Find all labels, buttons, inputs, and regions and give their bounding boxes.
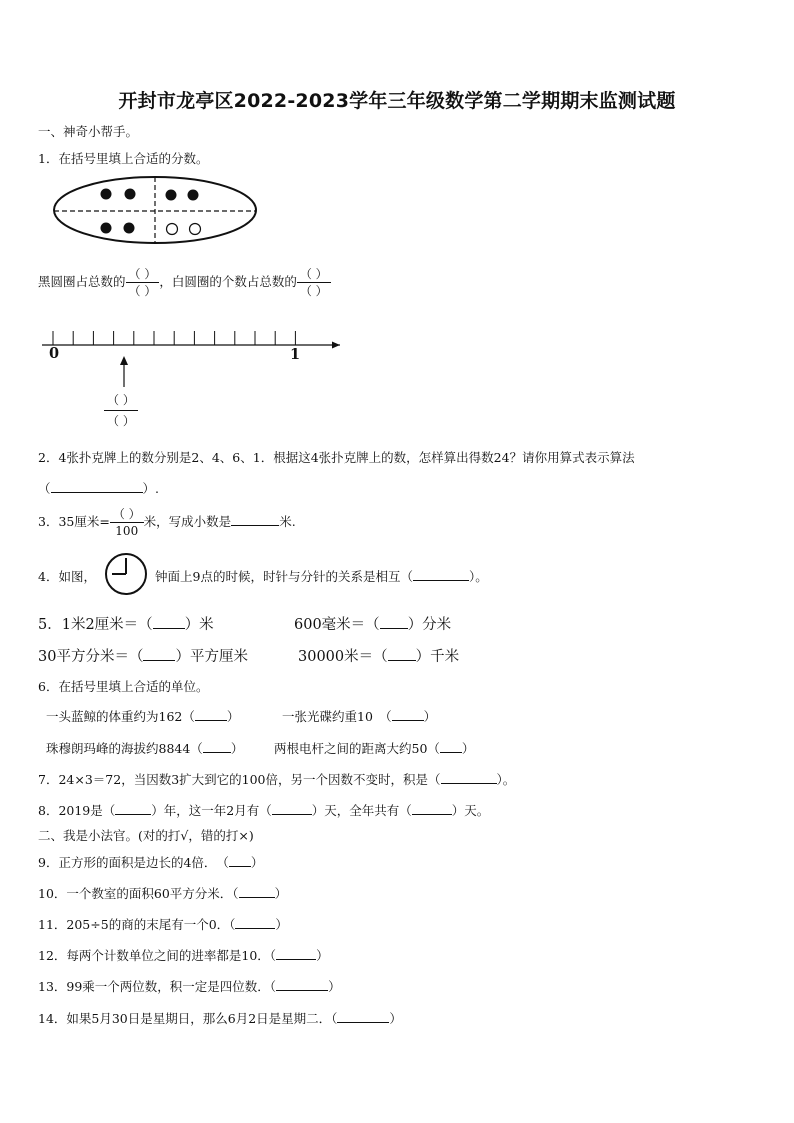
question-2: 2．4张扑克牌上的数分别是2、4、6、1．根据这4张扑克牌上的数，怎样算出得数24？请你用算式表示算法 (38, 450, 635, 465)
question-8 (38, 801, 489, 819)
q7-blank[interactable] (441, 771, 497, 784)
black-fraction-denominator: （ ） (128, 284, 157, 298)
q5a-unit: ）米 (184, 617, 214, 633)
q6c-blank[interactable] (203, 740, 231, 753)
q11-text: 11．205÷5的商的末尾有一个0．（ (38, 917, 236, 932)
q3-fraction-denominator: 100 (115, 524, 139, 538)
q5c-unit: ）平方厘米 (175, 649, 248, 665)
q8-text-b: ）年，这一年2月有（ (151, 803, 272, 818)
q6b-text: 一张光碟约重10 （ (282, 709, 392, 724)
q14-blank[interactable] (337, 1010, 389, 1023)
black-circle-label: 黑圆圈占总数的 (38, 274, 126, 289)
q8-text-a: 8．2019是（ (38, 803, 116, 818)
question-5-b (294, 613, 451, 634)
q6b-close: ） (423, 709, 437, 724)
q5b-unit: ）分米 (407, 617, 452, 633)
q8-text-d: ）天。 (451, 803, 490, 818)
q13-blank[interactable] (276, 978, 328, 991)
q9-blank[interactable] (229, 854, 251, 867)
q10-close: ） (274, 886, 288, 901)
section-1-heading: 一、神奇小帮手。 (38, 124, 139, 139)
page-title: 开封市龙亭区2022-2023学年三年级数学第二学期期末监测试题 (118, 90, 676, 112)
number-line-zero-label: 0 (49, 345, 60, 362)
section-2-heading: 二、我是小法官。(对的打√，错的打×) (38, 828, 254, 843)
q12-blank[interactable] (276, 947, 316, 960)
q6d-text: 两根电杆之间的距离大约50（ (274, 741, 440, 756)
q11-close: ） (275, 917, 288, 932)
q5b-text: 600毫米＝（ (294, 617, 380, 633)
question-5-d (298, 645, 459, 666)
q6d-blank[interactable] (440, 740, 462, 753)
q2-open-paren: （ (38, 481, 51, 496)
q9-close: ） (250, 855, 264, 870)
q3-prefix: 3．35厘米= (38, 514, 110, 529)
question-6-b (282, 707, 436, 725)
q6a-blank[interactable] (195, 708, 227, 721)
q6a-text: 一头蓝鲸的体重约为162（ (46, 709, 195, 724)
q13-text: 13．99乘一个两位数，积一定是四位数．（ (38, 979, 277, 994)
question-4-prefix: 4．如图， (38, 569, 96, 584)
q5c-blank[interactable] (143, 648, 175, 661)
number-line-fraction-numerator: （ ） (104, 390, 138, 411)
q6d-close: ） (461, 741, 475, 756)
question-6-a (46, 707, 239, 725)
q8-blank-year-days[interactable] (412, 802, 452, 815)
q9-text: 9．正方形的面积是边长的4倍． （ (38, 855, 229, 870)
q13-close: ） (328, 979, 341, 994)
question-13 (38, 977, 341, 995)
q6b-blank[interactable] (392, 708, 424, 721)
q8-blank-year[interactable] (115, 802, 151, 815)
q6c-close: ） (230, 741, 244, 756)
question-10 (38, 884, 287, 902)
white-fraction-numerator: （ ） (297, 266, 331, 283)
q6a-close: ） (226, 709, 240, 724)
question-11 (38, 915, 288, 933)
q6c-text: 珠穆朗玛峰的海拔约8844（ (46, 741, 203, 756)
q3-suffix: 米. (279, 514, 296, 529)
question-6: 6．在括号里填上合适的单位。 (38, 679, 209, 694)
q10-text: 10．一个教室的面积60平方分米．（ (38, 886, 239, 901)
q12-text: 12．每两个计数单位之间的进率都是10．（ (38, 948, 277, 963)
question-7 (38, 770, 515, 788)
q7-text: 7．24×3＝72，当因数3扩大到它的100倍，另一个因数不变时，积是（ (38, 772, 441, 787)
white-fraction-denominator: （ ） (299, 284, 328, 298)
q8-text-c: ）天，全年共有（ (311, 803, 412, 818)
q5d-blank[interactable] (388, 648, 416, 661)
q8-blank-feb[interactable] (272, 802, 312, 815)
question-9 (38, 853, 263, 871)
question-6-c (46, 739, 243, 757)
q2-close-paren: ）. (142, 481, 159, 496)
q7-suffix: ）。 (496, 772, 516, 787)
q4-suffix: ）。 (468, 569, 488, 584)
q10-blank[interactable] (239, 885, 275, 898)
q11-blank[interactable] (235, 916, 275, 929)
number-line-fraction-denominator: （ ） (107, 414, 135, 428)
question-12 (38, 946, 329, 964)
question-5-c (38, 645, 248, 666)
q14-text: 14．如果5月30日是星期日，那么6月2日是星期二．（ (38, 1011, 338, 1026)
q4-text: 钟面上9点的时候，时针与分针的关系是相互（ (155, 569, 413, 584)
q5c-text: 30平方分米＝（ (38, 649, 144, 665)
q3-fraction-numerator: （ ） (110, 506, 144, 523)
question-4 (155, 567, 488, 585)
question-14 (38, 1009, 402, 1027)
q5d-unit: ）千米 (415, 649, 460, 665)
black-fraction-numerator: （ ） (126, 266, 160, 283)
q5a-blank[interactable] (153, 616, 185, 629)
question-1: 1．在括号里填上合适的分数。 (38, 151, 209, 166)
number-line-one-label: 1 (290, 346, 301, 363)
question-5-a (38, 613, 214, 634)
q5d-text: 30000米＝（ (298, 649, 388, 665)
q4-blank[interactable] (413, 568, 469, 581)
white-circle-label: ，白圆圈的个数占总数的 (159, 274, 297, 289)
q12-close: ） (316, 948, 329, 963)
q14-close: ） (389, 1011, 402, 1026)
q5b-blank[interactable] (380, 616, 408, 629)
q5a-text: 5．1米2厘米＝（ (38, 617, 153, 633)
question-6-d (274, 739, 474, 757)
q3-middle: 米，写成小数是 (143, 514, 232, 529)
